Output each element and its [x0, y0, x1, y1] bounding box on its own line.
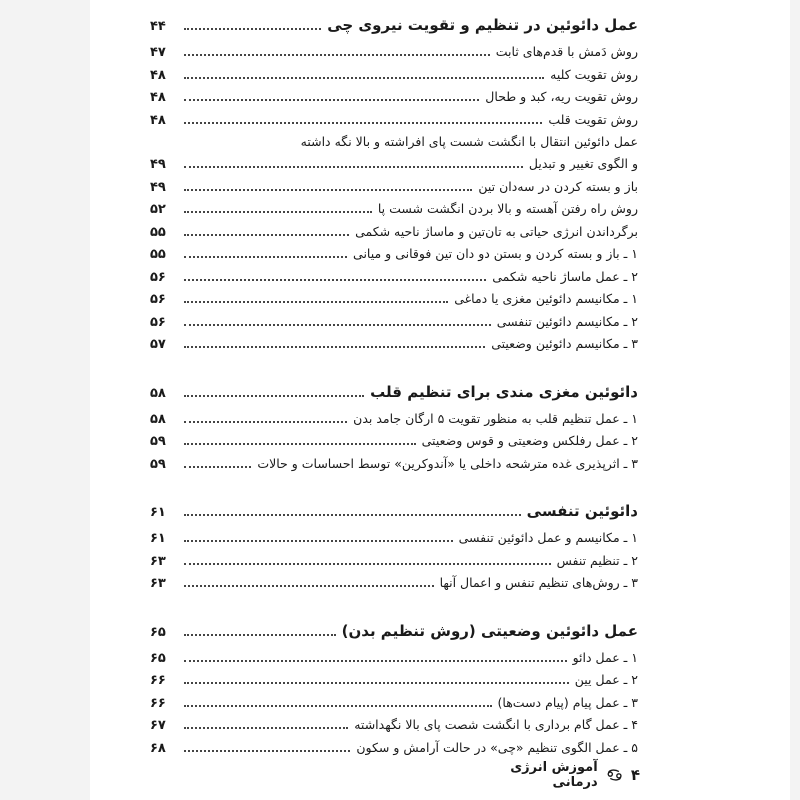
toc-entry — [150, 224, 638, 247]
toc-heading — [150, 622, 638, 650]
dot-leader — [184, 443, 416, 445]
dot-leader — [184, 705, 492, 707]
toc-entry-title: ۲ ـ مکانیسم دائوئین تنفسی — [496, 313, 638, 329]
dot-leader — [184, 77, 544, 79]
toc-entry-title: ۱ ـ عمل دائو — [572, 649, 638, 665]
toc-entry — [150, 134, 638, 156]
toc-page-number: ۶۳ — [150, 576, 166, 591]
toc-entry-title: ۴ ـ عمل گام برداری با انگشت شصت پای بالا نگهداشته — [354, 717, 638, 732]
toc-heading — [150, 16, 638, 44]
dot-leader — [184, 660, 567, 662]
dot-leader — [184, 122, 542, 124]
dot-leader — [184, 540, 453, 542]
toc-page-number: ۵۶ — [150, 269, 166, 285]
toc-entry — [150, 695, 638, 718]
footer-page-number: ۴ — [630, 766, 640, 784]
toc-entry-title: روش دَمش با قدم‌های ثابت — [495, 44, 638, 59]
toc-entry — [150, 156, 638, 179]
dot-leader — [184, 466, 251, 468]
toc-entry-title: ۲ ـ تنظیم تنفس — [556, 552, 638, 568]
dot-leader — [184, 54, 490, 56]
toc-page-number: ۶۶ — [150, 673, 166, 688]
toc-entry-title: باز و بسته کردن در سه‌دان تین — [478, 178, 638, 194]
toc-page-number: ۴۸ — [150, 67, 166, 83]
toc-entry — [150, 246, 638, 269]
toc-page-number: ۴۴ — [150, 19, 166, 34]
footer-book-title: آموزش انرژی درمانی — [510, 760, 598, 790]
toc-entry — [150, 112, 638, 135]
toc-entry — [150, 575, 638, 598]
toc-entry — [150, 201, 638, 224]
cancer-zodiac-icon — [606, 767, 623, 783]
toc-page-number: ۴۷ — [150, 45, 166, 60]
toc-entry — [150, 179, 638, 202]
toc-page-number: ۵۵ — [150, 224, 166, 240]
dot-leader — [184, 166, 523, 168]
dot-leader — [184, 750, 350, 752]
toc-entry-title: ۳ ـ مکانیسم دائوئین وضعیتی — [491, 336, 638, 351]
toc-entry — [150, 456, 638, 479]
toc-entry-title: ۱ ـ مکانیسم و عمل دائوئین تنفسی — [458, 530, 638, 545]
toc-entry — [150, 650, 638, 673]
dot-leader — [184, 395, 364, 397]
toc-heading — [150, 383, 638, 411]
dot-leader — [184, 234, 349, 236]
toc-section — [150, 622, 638, 763]
toc-page-number: ۶۳ — [150, 553, 166, 569]
toc-entry — [150, 89, 638, 112]
toc-page-number: ۶۱ — [150, 505, 166, 520]
toc-page-number: ۴۸ — [150, 112, 166, 128]
toc-section — [150, 383, 638, 479]
dot-leader — [184, 256, 347, 258]
toc-page-number: ۵۵ — [150, 247, 166, 262]
toc-section — [150, 16, 638, 359]
dot-leader — [184, 324, 491, 326]
dot-leader — [184, 28, 321, 30]
toc-page-number: ۵۶ — [150, 292, 166, 307]
dot-leader — [184, 279, 486, 281]
toc-entry — [150, 67, 638, 90]
page-footer — [480, 760, 640, 790]
toc-entry-title: ۵ ـ عمل الگوی تنظیم «چی» در حالت آرامش و سکون — [356, 739, 638, 755]
toc-entry-title: ۲ ـ عمل یین — [574, 672, 638, 687]
toc-entry-title: و الگوی تغییر و تبدیل — [528, 156, 638, 171]
dot-leader — [184, 346, 485, 348]
toc-section — [150, 502, 638, 598]
toc-page-number: ۶۵ — [150, 650, 166, 666]
toc-entry — [150, 291, 638, 314]
toc-entry-title: ۲ ـ عمل رفلکس وضعیتی و قوس وضعیتی — [421, 433, 638, 448]
toc-entry — [150, 740, 638, 763]
toc-entry — [150, 411, 638, 434]
toc-page-number: ۶۷ — [150, 718, 166, 733]
toc-entry — [150, 269, 638, 292]
toc-page-number: ۵۹ — [150, 434, 166, 449]
dot-leader — [184, 634, 336, 636]
table-of-contents — [150, 16, 638, 786]
toc-page-number: ۶۶ — [150, 695, 166, 711]
toc-entry — [150, 433, 638, 456]
toc-page-number: ۴۸ — [150, 90, 166, 105]
toc-page-number: ۵۸ — [150, 385, 166, 401]
toc-entry-title: ۳ ـ اثرپذیری غده مترشحه داخلی یا «آندوکرین» توسط احساسات و حالات — [257, 455, 638, 471]
toc-entry-title: عمل دائوئین انتقال با انگشت شست پای افراشته و بالا نگه داشته — [300, 134, 638, 149]
dot-leader — [184, 301, 448, 303]
toc-page-number: ۴۹ — [150, 157, 166, 172]
toc-page-number: ۵۹ — [150, 456, 166, 472]
toc-entry — [150, 553, 638, 576]
dot-leader — [184, 189, 472, 191]
toc-entry-title: ۳ ـ روش‌های تنظیم تنفس و اعمال آنها — [439, 575, 638, 590]
toc-entry — [150, 717, 638, 740]
toc-entry — [150, 672, 638, 695]
dot-leader — [184, 211, 372, 213]
toc-entry-title: برگرداندن انرژی حیاتی به تان‌تین و ماساژ ناحیه شکمی — [355, 223, 638, 239]
toc-entry-title: ۱ ـ باز و بسته کردن و بستن دو دان تین فوقانی و میانی — [353, 246, 638, 261]
toc-entry-title: روش تقویت قلب — [548, 111, 638, 127]
toc-page-number: ۵۶ — [150, 314, 166, 330]
dot-leader — [184, 585, 434, 587]
toc-page-number: ۵۸ — [150, 411, 166, 427]
toc-heading-title: عمل دائوئین در تنظیم و تقویت نیروی چی — [327, 16, 638, 34]
dot-leader — [184, 514, 521, 516]
toc-entry-title: روش تقویت کلیه — [550, 66, 638, 82]
toc-entry-title: روش تقویت ریه، کبد و طحال — [485, 89, 638, 104]
dot-leader — [184, 727, 348, 729]
toc-page-number: ۶۱ — [150, 531, 166, 546]
toc-heading-title: دائوئین مغزی مندی برای تنظیم قلب — [370, 382, 638, 401]
toc-entry-title: ۱ ـ مکانیسم دائوئین مغزی یا دماغی — [454, 291, 638, 306]
dot-leader — [184, 99, 479, 101]
toc-entry-title: ۱ ـ عمل تنظیم قلب به منظور تقویت ۵ ارگان جامد بدن — [353, 410, 638, 426]
toc-entry — [150, 314, 638, 337]
toc-entry — [150, 530, 638, 553]
dot-leader — [184, 421, 347, 423]
toc-entry-title: ۳ ـ عمل پیام (پیام دست‌ها) — [497, 694, 638, 710]
toc-page-number: ۵۷ — [150, 337, 166, 352]
toc-page-number: ۴۹ — [150, 179, 166, 195]
toc-entry-title: روش راه رفتن آهسته و بالا بردن انگشت شست پا — [377, 201, 638, 216]
toc-page-number: ۶۸ — [150, 740, 166, 756]
dot-leader — [184, 563, 551, 565]
toc-heading-title: دائوئین تنفسی — [526, 502, 638, 520]
toc-page-number: ۶۵ — [150, 624, 166, 640]
toc-entry — [150, 336, 638, 359]
toc-entry — [150, 44, 638, 67]
dot-leader — [184, 682, 569, 684]
toc-heading — [150, 502, 638, 530]
toc-entry-title: ۲ ـ عمل ماساژ ناحیه شکمی — [492, 268, 638, 284]
toc-heading-title: عمل دائوئین وضعیتی (روش تنظیم بدن) — [341, 621, 638, 640]
toc-page-number: ۵۲ — [150, 202, 166, 217]
